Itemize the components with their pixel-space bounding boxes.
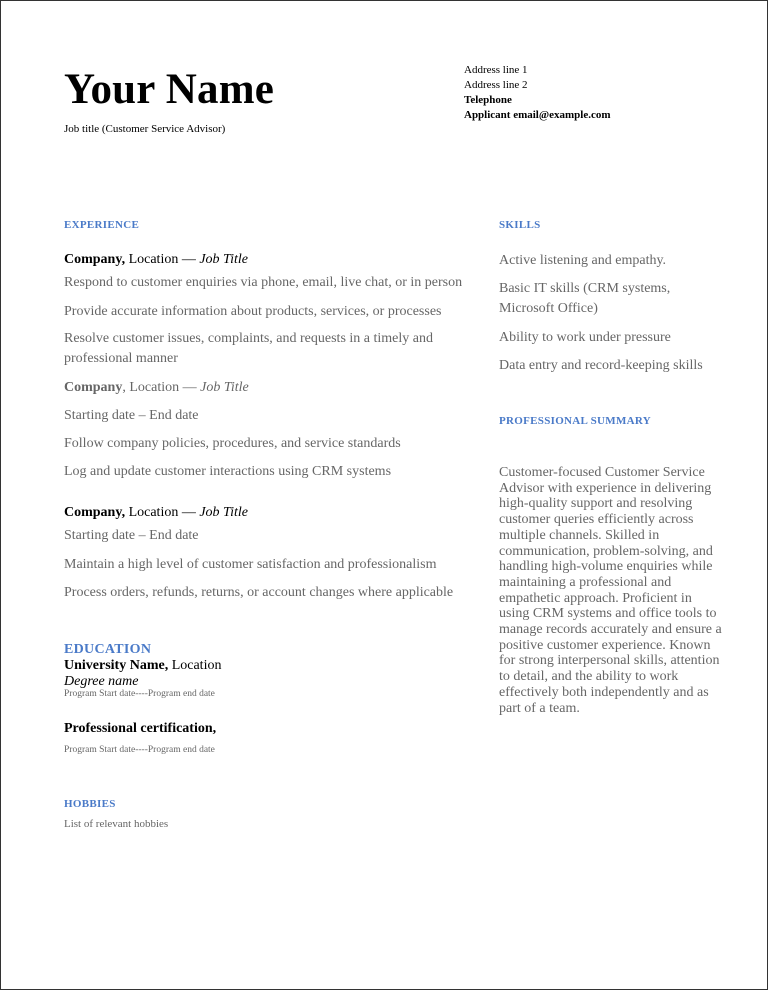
job-3-dates: Starting date – End date (64, 528, 199, 543)
job-2-bullet-2: Log and update customer interactions using CRM systems (64, 464, 392, 479)
skill-item-3: Ability to work under pressure (499, 330, 671, 345)
job-1-header (64, 252, 248, 268)
hobbies-heading: HOBBIES (64, 798, 116, 810)
education-dates: Program Start date----Program end date (64, 689, 215, 699)
education-university-line (64, 658, 221, 674)
certification-name: Professional certification, (64, 721, 217, 736)
skills-heading: SKILLS (499, 219, 541, 231)
applicant-name: Your Name (64, 66, 275, 113)
university-name: University Name, (64, 658, 169, 673)
hobbies-text: List of relevant hobbies (64, 818, 169, 830)
email: Applicant email@example.com (464, 109, 611, 121)
job-3-bullet-1: Maintain a high level of customer satisfaction and professionalism (64, 557, 437, 572)
experience-heading: EXPERIENCE (64, 219, 140, 231)
summary-heading: PROFESSIONAL SUMMARY (499, 415, 651, 427)
telephone: Telephone (464, 94, 512, 106)
contact-block (464, 63, 611, 123)
skill-item-2-cont: Microsoft Office) (499, 301, 598, 316)
job-2-dates: Starting date – End date (64, 408, 199, 423)
education-heading: EDUCATION (64, 642, 152, 657)
job-2-header (64, 380, 249, 396)
job-2-bullet-1: Follow company policies, procedures, and service standards (64, 436, 401, 451)
job-3-bullet-2: Process orders, refunds, returns, or account changes where applicable (64, 585, 454, 600)
job-3-company: Company, (64, 505, 126, 520)
summary-text: Customer-focused Customer Service Advisor with experience in delivering high-quality support and resolving customer queries efficiently across multiple channels. Skilled in communication, problem-solving, and handling high-volume enquiries while maintaining a professional and empathetic approach. Proficient in using CRM systems and office tools to manage records accurately and ensure a positive customer experience. Known for strong interpersonal skills, attention to detail, and the ability to work effectively both independently and as part of a team. (499, 465, 722, 716)
job-1-bullet-3-cont: professional manner (64, 351, 178, 366)
job-1-bullet-1: Respond to customer enquiries via phone, email, live chat, or in person (64, 275, 463, 290)
degree-name: Degree name (64, 674, 139, 689)
job-1-bullet-3: Resolve customer issues, complaints, and requests in a timely and (64, 331, 433, 346)
address-line-1: Address line 1 (464, 64, 528, 76)
skill-item-4: Data entry and record-keeping skills (499, 358, 703, 373)
skill-item-1: Active listening and empathy. (499, 253, 667, 268)
job-2-title: Job Title (200, 380, 249, 395)
job-3-header (64, 505, 248, 521)
job-3-location: Location — (125, 505, 200, 520)
job-3-title: Job Title (199, 505, 248, 520)
address-line-2: Address line 2 (464, 79, 528, 91)
job-1-bullet-2: Provide accurate information about products, services, or processes (64, 304, 442, 319)
applicant-job-title: Job title (Customer Service Advisor) (64, 123, 226, 135)
certification-dates: Program Start date----Program end date (64, 745, 215, 755)
skill-item-2: Basic IT skills (CRM systems, (499, 281, 671, 296)
university-location: Location (168, 658, 222, 673)
job-1-company: Company, (64, 252, 126, 267)
job-2-company: Company (64, 380, 123, 395)
job-2-location: , Location — (122, 380, 201, 395)
job-1-title: Job Title (199, 252, 248, 267)
job-1-location: Location — (125, 252, 200, 267)
